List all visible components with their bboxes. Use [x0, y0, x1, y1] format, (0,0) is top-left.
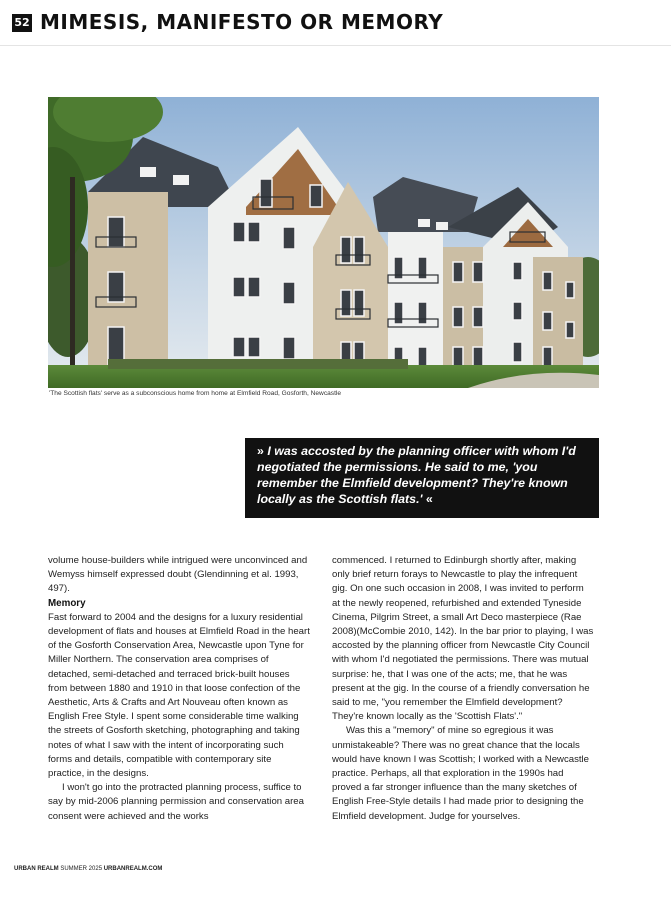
pull-quote	[245, 438, 599, 518]
pull-quote-text: I was accosted by the planning officer with whom I'd negotiated the permissions. He said to me, 'you remember the Elmfield development? They're known locally as the Scottish flats.'	[257, 444, 576, 506]
quote-open-mark: »	[257, 444, 264, 458]
paragraph: I won't go into the protracted planning process, suffice to say by mid-2006 planning permission and conservation area consent were achieved and the works	[48, 782, 304, 822]
paragraph: Fast forward to 2004 and the designs for a luxury residential development of flats and houses at Elmfield Road in the heart of the Gosforth Conservation Area, Newcastle upon Tyne for Miller Northern. The conservation area comprises of detached, semi-detached and terraced brick-built houses from between 1880 and 1910 in that loose confection of the Aesthetic, Arts & Crafts and Art Nouveau often known as English Free Style. I spent some considerable time walking the streets of Gosforth sketching, photographing and taking notes of what I saw with the intent of incorporating such forms and details, compatible with contemporary site practice, in the designs.	[48, 611, 310, 780]
article-column-left	[48, 554, 310, 824]
page-number: 52	[12, 14, 32, 32]
page-footer	[14, 864, 162, 874]
section-title: MIMESIS, MANIFESTO OR MEMORY	[40, 10, 444, 34]
paragraph: volume house-builders while intrigued were unconvinced and Wemyss himself expressed doubt (Glendinning et al. 1993, 497).	[48, 555, 308, 595]
quote-close-mark: «	[425, 492, 433, 506]
subheading-memory: Memory	[48, 597, 86, 609]
building-photo	[48, 97, 599, 388]
photo-caption: 'The Scottish flats' serve as a subconscious home from home at Elmfield Road, Gosforth, Newcastle	[48, 388, 599, 400]
publication-name: URBAN REALM	[14, 866, 59, 872]
paragraph: Was this a "memory" of mine so egregious it was unmistakeable? There was no great chance that the locals would have known I was Scottish; I worked with a Newcastle practice. Perhaps, all that exploration in the 1990s had proved a far stronger influence than the many sketches of English Free-Style details I had made prior to designing the Elmfield development. Judge for yourselves.	[332, 725, 590, 822]
website-label: URBANREALM.COM	[103, 866, 163, 872]
article-column-right	[332, 554, 594, 824]
paragraph: commenced. I returned to Edinburgh shortly after, making only brief return forays to Newcastle to play the infrequent gig. On one such occasion in 2008, I was invited to perform at the newly reopened, refurbished and extended Tyneside Cinema, Pilgrim Street, a small Art Deco masterpiece (Rae 2008)(McCombie 2010, 142). In the bar prior to playing, I was accosted by the planning officer from Newcastle City Council with whom I'd negotiated the permissions. There was mutual surprise: he, that I was one of the acts; me, that he was present at the gig. In the course of a friendly conversation he said to me, "you remember the Elmfield development? They're known locally as the 'Scottish Flats'."	[332, 555, 594, 723]
page-header	[0, 0, 671, 46]
issue-label: SUMMER 2025	[60, 866, 103, 872]
